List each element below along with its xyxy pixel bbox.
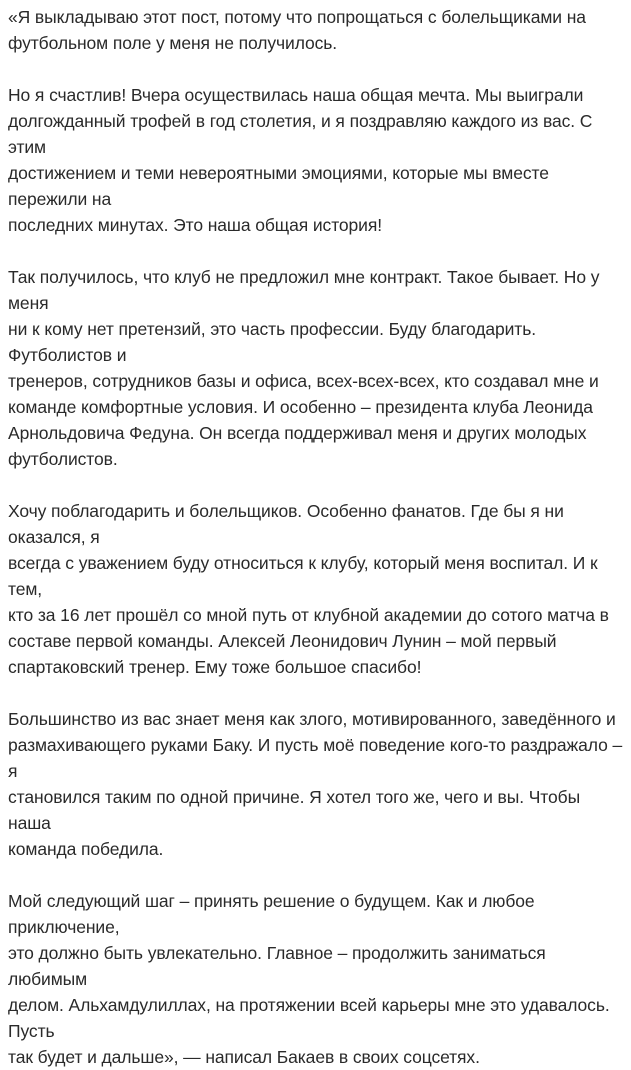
paragraph-character: Большинство из вас знает меня как злого, мотивированного, заведённого и размахивающего руками Баку. И пусть моё поведение кого-то раздражало – я становился таким по одной причине. Я хотел того же, чего и вы. Чтобы наша команда победила. bbox=[8, 709, 623, 859]
paragraph-next-step: Мой следующий шаг – принять решение о будущем. Как и любое приключение, это должно быть увлекательно. Главное – продолжить заниматься любимым делом. Альхамдулиллах, на протяжении всей карьеры мне это удавалось. Пусть так будет и дальше», — написал Бакаев в своих соцсетях. bbox=[8, 891, 610, 1067]
paragraph-contract: Так получилось, что клуб не предложил мне контракт. Такое бывает. Но у меня ни к кому нет претензий, это часть профессии. Буду благодарить. Футболистов и тренеров, сотрудников базы и офиса, всех-всех-всех, кто создавал мне и команде комфортные условия. И особенно – президента клуба Леонида Арнольдовича Федуна. Он всегда поддерживал меня и других молодых футболистов. bbox=[8, 267, 600, 469]
article-body bbox=[8, 4, 623, 1070]
paragraph-fans-thanks: Хочу поблагодарить и болельщиков. Особенно фанатов. Где бы я ни оказался, я всегда с уважением буду относиться к клубу, который меня воспитал. И к тем, кто за 16 лет прошёл со мной путь от клубной академии до сотого матча в составе первой команды. Алексей Леонидович Лунин – мой первый спартаковский тренер. Ему тоже большое спасибо! bbox=[8, 501, 609, 677]
paragraph-trophy: Но я счастлив! Вчера осуществилась наша общая мечта. Мы выиграли долгожданный трофей в год столетия, и я поздравляю каждого из вас. С этим достижением и теми невероятными эмоциями, которые мы вместе пережили на последних минутах. Это наша общая история! bbox=[8, 85, 593, 235]
paragraph-farewell-intro: «Я выкладываю этот пост, потому что попрощаться с болельщиками на футбольном поле у меня не получилось. bbox=[8, 7, 586, 53]
